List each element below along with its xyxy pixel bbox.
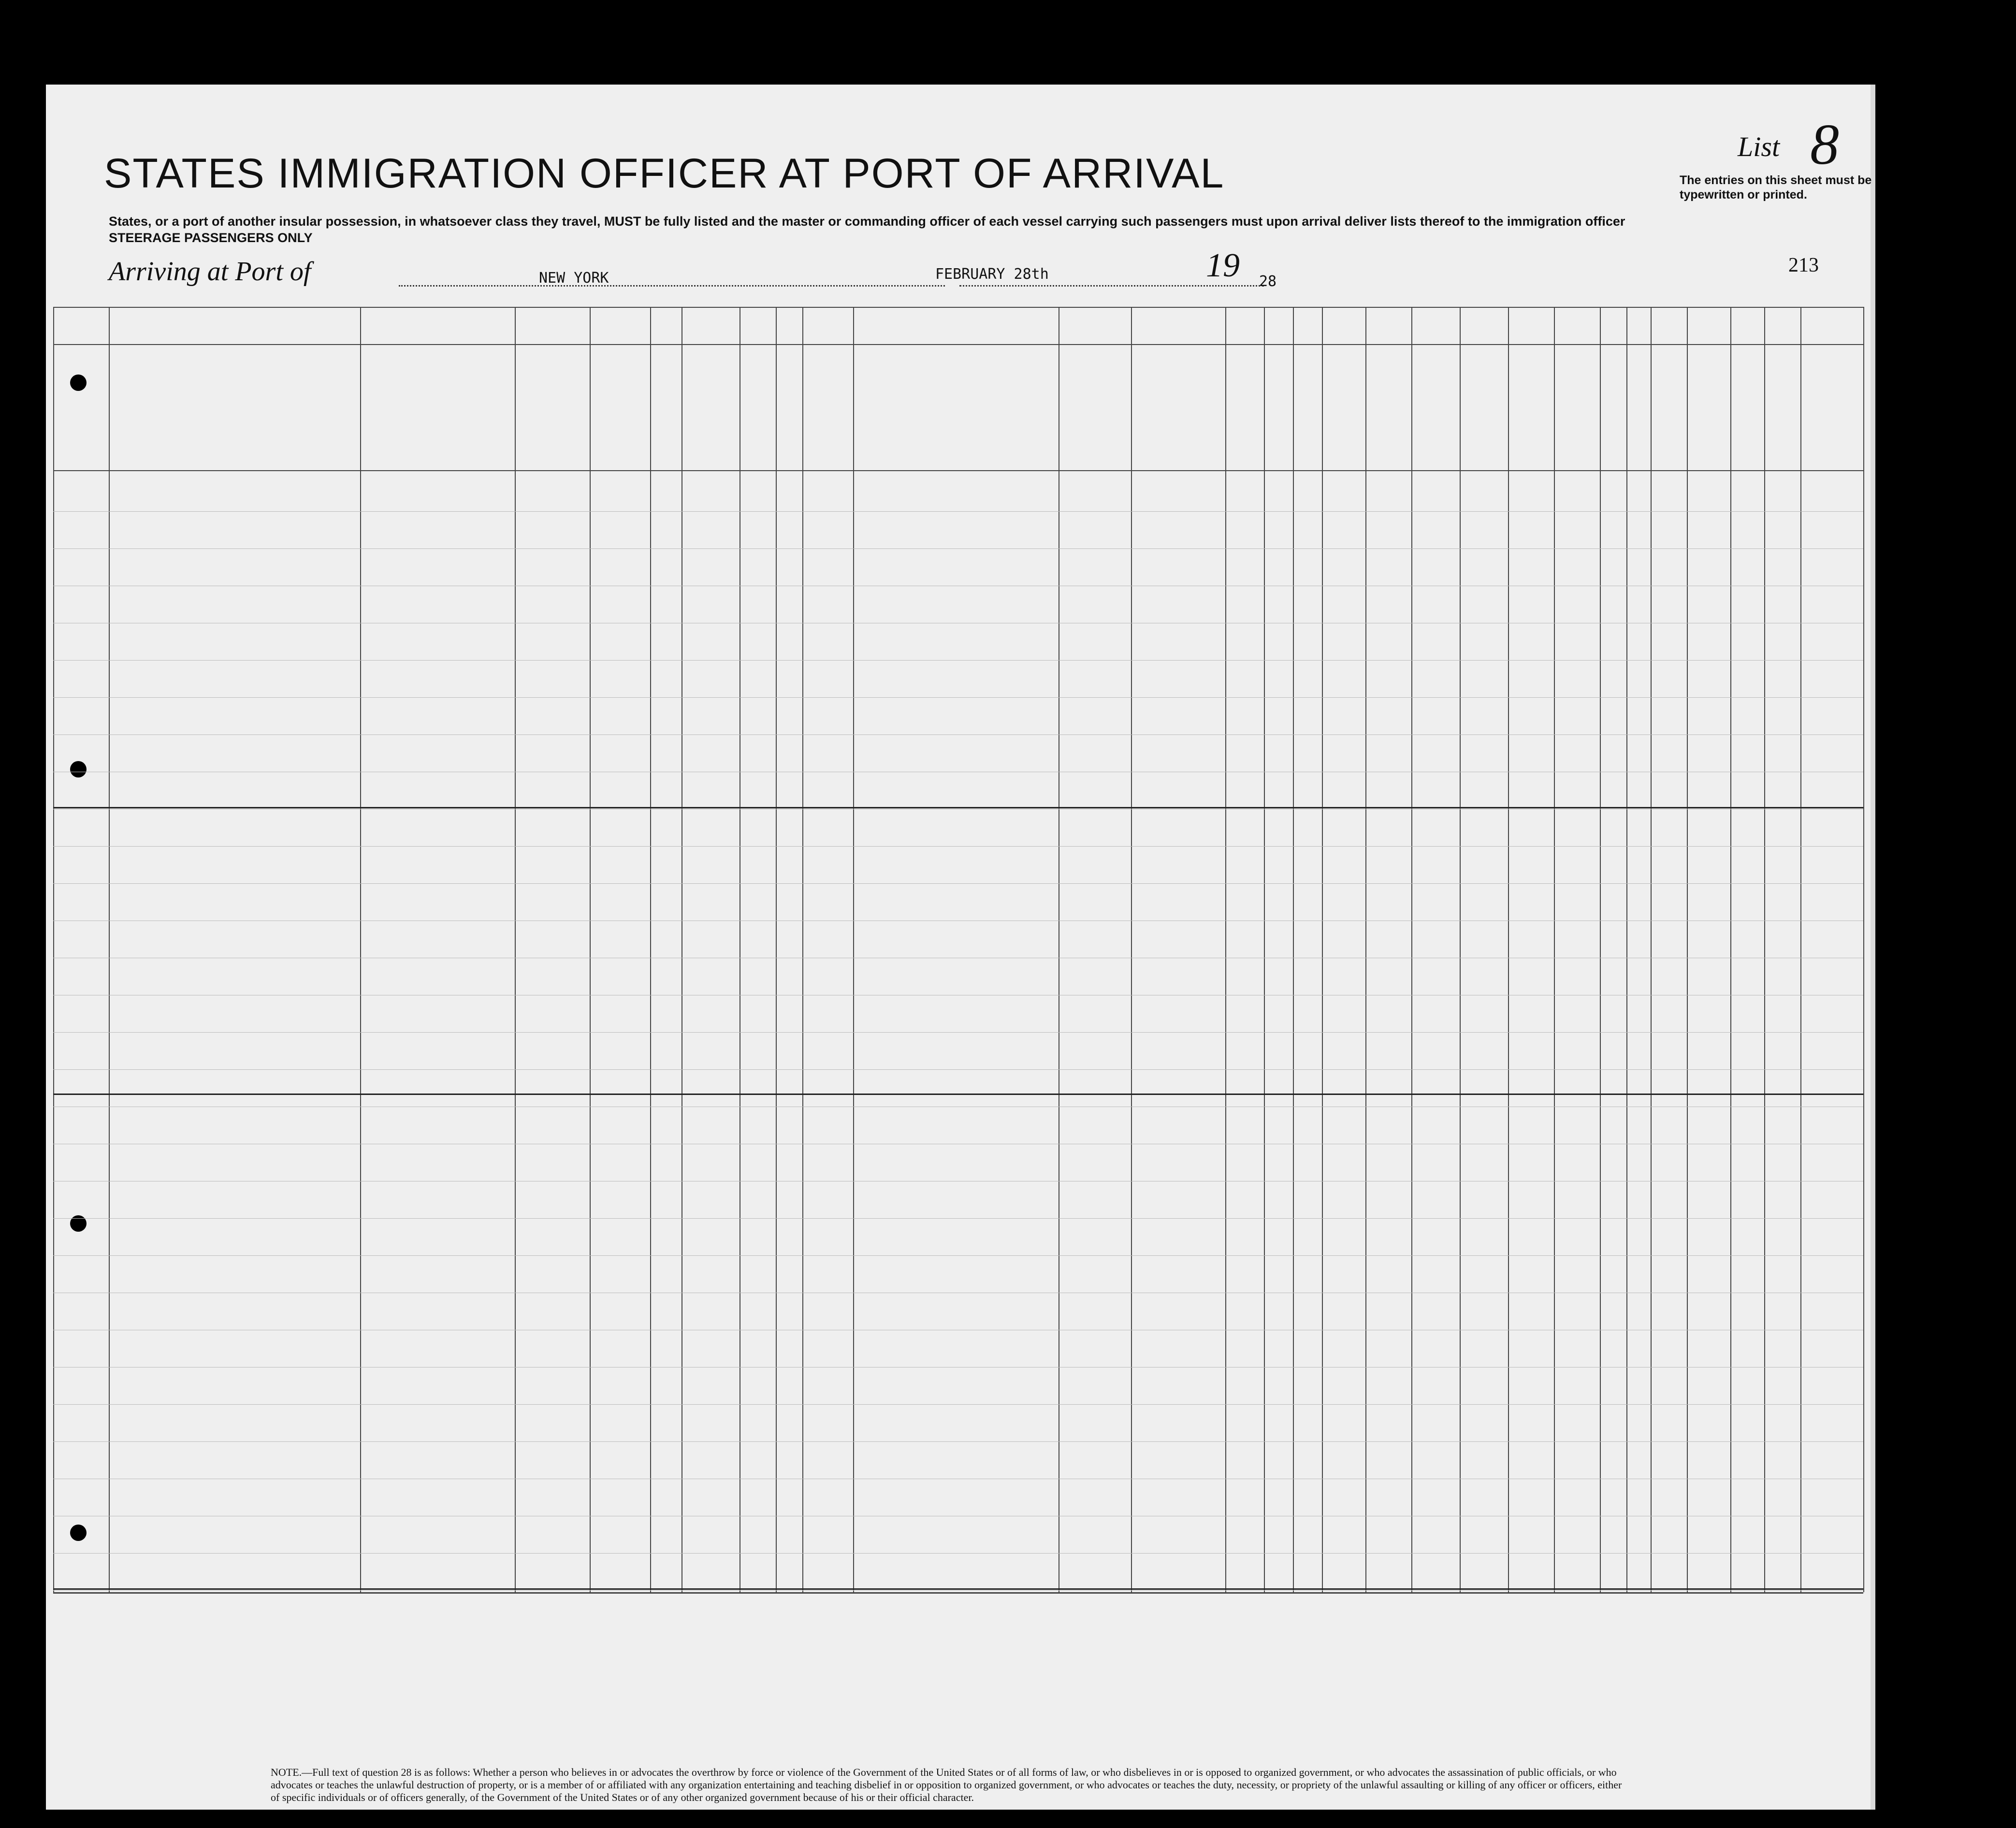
column-rule <box>1365 307 1366 1592</box>
column-rule <box>650 307 651 1592</box>
table-top-border <box>53 307 1863 308</box>
passenger-class-text: STEERAGE PASSENGERS ONLY <box>109 230 313 245</box>
column-rule <box>1600 307 1601 1592</box>
row-rule <box>53 548 1863 549</box>
port-underline <box>399 285 945 287</box>
year-value: 28 <box>1259 273 1277 290</box>
page-number: 213 <box>1788 254 1819 276</box>
column-rule <box>1322 307 1323 1592</box>
column-rule <box>1687 307 1688 1592</box>
port-label: Arriving at Port of <box>109 257 311 287</box>
row-rule <box>53 1441 1863 1442</box>
row-rule <box>53 1069 1863 1070</box>
row-rule <box>53 1255 1863 1256</box>
list-label: List <box>1738 131 1780 162</box>
instructions-text: States, or a port of another insular possession, in whatsoever class they travel, MUST be fully listed and the master or commanding officer of each vessel carrying such passengers must upon arrival deliver lists thereof to the immigration officer <box>109 214 1625 229</box>
row-rule <box>53 1553 1863 1554</box>
header-bottom-rule <box>53 470 1863 471</box>
column-rule <box>1626 307 1627 1592</box>
date-underline <box>959 285 1264 287</box>
list-number: 8 <box>1810 112 1839 176</box>
date-value: FEBRUARY 28th <box>935 266 1049 283</box>
punch-hole <box>70 374 87 391</box>
punch-hole <box>70 1525 87 1541</box>
manifest-sheet <box>46 85 1875 1810</box>
column-rule <box>776 307 777 1592</box>
row-rule <box>53 660 1863 661</box>
column-number-rule <box>53 344 1863 345</box>
list-note: The entries on this sheet must be typewritten or printed. <box>1680 173 1872 202</box>
column-rule <box>1411 307 1412 1592</box>
column-rule <box>1764 307 1765 1592</box>
column-rule <box>1863 307 1864 1592</box>
port-value: NEW YORK <box>539 270 609 287</box>
port-of-arrival-line <box>109 247 1873 295</box>
column-rule <box>515 307 516 1592</box>
column-rule <box>1225 307 1226 1592</box>
column-rule <box>853 307 854 1592</box>
column-rule <box>1460 307 1461 1592</box>
column-rule <box>1508 307 1509 1592</box>
column-rule <box>802 307 803 1592</box>
footnote: NOTE.—Full text of question 28 is as follows: Whether a person who believes in or advocates the overthrow by force or violence of the Government of the United States or of all forms of law, or who disbelieves in or is opposed to organized government, or who advocates the assassination of public officials, or who advocates or teaches the unlawful destruction of property, or is a member of or affiliated with any organization entertaining and teaching disbelief in or opposition to organized government, or who advocates or teaches the duty, necessity, or propriety of the unlawful assaulting or killing of any officer or officers, either of specific individuals or of officers generally, of the Government of the United States or of any other organized government because of his or their official character. <box>271 1766 1622 1803</box>
column-rule <box>590 307 591 1592</box>
strike-line <box>53 807 1863 808</box>
row-rule <box>53 1590 1863 1591</box>
row-rule <box>53 1218 1863 1219</box>
row-rule <box>53 1032 1863 1033</box>
strike-line <box>53 1588 1863 1590</box>
column-rule <box>1131 307 1132 1592</box>
column-rule <box>1554 307 1555 1592</box>
row-rule <box>53 734 1863 735</box>
column-rule <box>53 307 54 1592</box>
column-rule <box>360 307 361 1592</box>
table-bottom-border <box>53 1592 1863 1594</box>
year-prefix: 19 <box>1206 247 1240 284</box>
column-rule <box>1800 307 1801 1592</box>
row-rule <box>53 511 1863 512</box>
punch-hole <box>70 761 87 777</box>
column-rule <box>1293 307 1294 1592</box>
page-title: STATES IMMIGRATION OFFICER AT PORT OF ARRIVAL <box>104 150 1225 197</box>
row-rule <box>53 1404 1863 1405</box>
strike-line <box>53 1094 1863 1095</box>
column-rule <box>1730 307 1731 1592</box>
row-rule <box>53 697 1863 698</box>
row-rule <box>53 883 1863 884</box>
column-rule <box>109 307 110 1592</box>
column-rule <box>1651 307 1652 1592</box>
row-rule <box>53 846 1863 847</box>
column-rule <box>1264 307 1265 1592</box>
